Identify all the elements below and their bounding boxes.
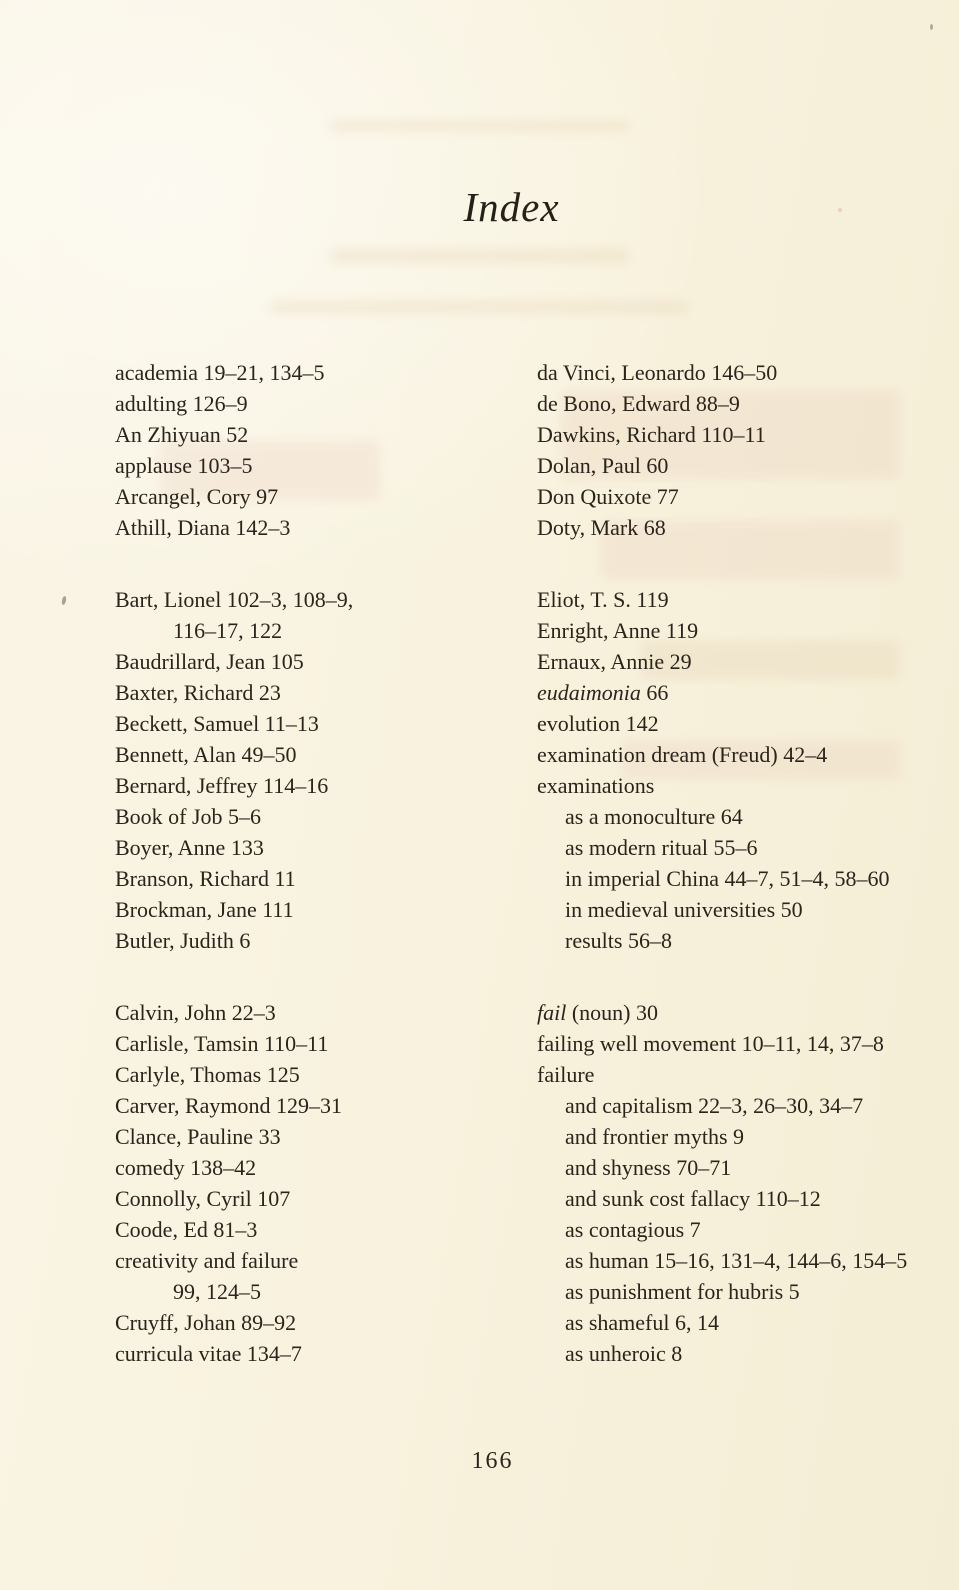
index-entry <box>115 1028 530 1059</box>
index-entry <box>537 1214 959 1245</box>
index-entry-text: Don Quixote 77 <box>537 484 679 509</box>
index-entry <box>115 1338 530 1369</box>
index-entry-text: as shameful 6, 14 <box>565 1310 719 1335</box>
index-entry-text: Athill, Diana 142–3 <box>115 515 291 540</box>
index-entry <box>537 388 959 419</box>
index-entry-text: examinations <box>537 773 655 798</box>
index-entry <box>537 770 959 801</box>
index-group <box>537 997 959 1369</box>
index-entry-text: Clance, Pauline 33 <box>115 1124 281 1149</box>
index-entry-text: comedy 138–42 <box>115 1155 257 1180</box>
index-entry <box>537 512 959 543</box>
index-entry <box>115 1090 530 1121</box>
index-entry-text: as unheroic 8 <box>565 1341 683 1366</box>
page-number: 166 <box>471 1448 514 1474</box>
index-entry <box>537 801 959 832</box>
index-entry <box>115 739 530 770</box>
index-entry <box>115 646 530 677</box>
index-entry <box>115 925 530 956</box>
index-entry-text: Butler, Judith 6 <box>115 928 251 953</box>
index-entry-text: Beckett, Samuel 11–13 <box>115 711 319 736</box>
index-entry-text: Bernard, Jeffrey 114–16 <box>115 773 329 798</box>
index-group <box>537 584 959 956</box>
index-entry-text: Baxter, Richard 23 <box>115 680 281 705</box>
show-through-ghost <box>330 120 630 132</box>
margin-speck <box>930 24 933 30</box>
index-entry-text: in imperial China 44–7, 51–4, 58–60 <box>565 866 890 891</box>
index-entry <box>537 1338 959 1369</box>
index-entry-text: Doty, Mark 68 <box>537 515 666 540</box>
index-entry-italic-term: fail <box>537 1000 567 1025</box>
index-entry <box>115 615 530 646</box>
index-entry <box>115 450 530 481</box>
index-entry <box>537 646 959 677</box>
index-column-left <box>115 357 530 1369</box>
index-entry <box>537 1276 959 1307</box>
index-entry <box>115 863 530 894</box>
index-entry <box>537 357 959 388</box>
index-entry <box>115 801 530 832</box>
index-entry-text: Eliot, T. S. 119 <box>537 587 669 612</box>
index-entry <box>115 357 530 388</box>
index-entry-text: Cruyff, Johan 89–92 <box>115 1310 297 1335</box>
index-entry <box>115 584 530 615</box>
index-entry-text: evolution 142 <box>537 711 659 736</box>
index-entry-text: applause 103–5 <box>115 453 253 478</box>
index-entry <box>537 481 959 512</box>
index-entry-text: An Zhiyuan 52 <box>115 422 249 447</box>
index-entry-text: in medieval universities 50 <box>565 897 803 922</box>
index-entry-text: Dolan, Paul 60 <box>537 453 669 478</box>
index-entry <box>115 481 530 512</box>
index-entry-text: Book of Job 5–6 <box>115 804 262 829</box>
index-entry-text: de Bono, Edward 88–9 <box>537 391 740 416</box>
index-entry <box>537 997 959 1028</box>
index-entry-text: Baudrillard, Jean 105 <box>115 649 304 674</box>
index-group <box>115 357 530 543</box>
index-entry <box>537 1028 959 1059</box>
index-entry-text: academia 19–21, 134–5 <box>115 360 325 385</box>
index-entry-text: Branson, Richard 11 <box>115 866 296 891</box>
index-entry-text: Arcangel, Cory 97 <box>115 484 279 509</box>
index-entry <box>537 739 959 770</box>
index-entry-text: Dawkins, Richard 110–11 <box>537 422 766 447</box>
index-entry-text: as contagious 7 <box>565 1217 701 1242</box>
index-entry-text: (noun) 30 <box>566 1000 658 1025</box>
index-entry <box>537 1183 959 1214</box>
index-entry <box>537 863 959 894</box>
index-entry-text: Boyer, Anne 133 <box>115 835 264 860</box>
index-entry-text: and sunk cost fallacy 110–12 <box>565 1186 821 1211</box>
index-entry <box>537 832 959 863</box>
index-entry <box>537 1059 959 1090</box>
index-entry <box>115 770 530 801</box>
index-entry <box>115 1214 530 1245</box>
index-entry <box>115 1059 530 1090</box>
index-entry <box>115 708 530 739</box>
show-through-ghost <box>270 300 690 314</box>
index-entry <box>537 894 959 925</box>
index-entry-text: Connolly, Cyril 107 <box>115 1186 291 1211</box>
index-entry <box>115 894 530 925</box>
index-entry-text: as human 15–16, 131–4, 144–6, 154–5 <box>565 1248 908 1273</box>
index-entry <box>115 512 530 543</box>
index-entry <box>537 1307 959 1338</box>
index-entry <box>115 419 530 450</box>
index-entry-text: failing well movement 10–11, 14, 37–8 <box>537 1031 884 1056</box>
index-group <box>115 584 530 956</box>
index-entry <box>537 584 959 615</box>
index-entry-text: curricula vitae 134–7 <box>115 1341 302 1366</box>
index-entry <box>115 1307 530 1338</box>
page-title: Index <box>463 184 560 230</box>
index-entry-text: and capitalism 22–3, 26–30, 34–7 <box>565 1093 864 1118</box>
index-group <box>115 997 530 1369</box>
margin-speck <box>61 596 67 606</box>
index-entry <box>115 388 530 419</box>
index-entry <box>115 1183 530 1214</box>
index-entry-text: da Vinci, Leonardo 146–50 <box>537 360 778 385</box>
index-entry-text: Bart, Lionel 102–3, 108–9, <box>115 587 354 612</box>
index-entry <box>115 1245 530 1276</box>
index-entry-text: Brockman, Jane 111 <box>115 897 294 922</box>
index-column-right <box>537 357 959 1369</box>
index-entry-text: Ernaux, Annie 29 <box>537 649 692 674</box>
index-entry <box>115 1121 530 1152</box>
index-entry-text: and frontier myths 9 <box>565 1124 745 1149</box>
index-entry-text: Carver, Raymond 129–31 <box>115 1093 343 1118</box>
index-entry-text: creativity and failure <box>115 1248 299 1273</box>
index-entry-text: as modern ritual 55–6 <box>565 835 758 860</box>
index-entry-text: Enright, Anne 119 <box>537 618 699 643</box>
index-entry-text: Calvin, John 22–3 <box>115 1000 276 1025</box>
index-entry <box>537 1152 959 1183</box>
index-entry <box>537 708 959 739</box>
index-entry-text: Carlyle, Thomas 125 <box>115 1062 300 1087</box>
index-entry <box>115 677 530 708</box>
index-entry <box>115 1152 530 1183</box>
index-group <box>537 357 959 543</box>
index-entry-text: 66 <box>640 680 669 705</box>
index-entry <box>115 1276 530 1307</box>
index-entry <box>537 925 959 956</box>
index-entry <box>537 1121 959 1152</box>
index-entry-text: adulting 126–9 <box>115 391 248 416</box>
index-entry-text: Bennett, Alan 49–50 <box>115 742 297 767</box>
index-entry <box>537 1090 959 1121</box>
index-entry <box>537 677 959 708</box>
index-entry-text: 116–17, 122 <box>173 618 283 643</box>
index-entry-italic-term: eudaimonia <box>537 680 641 705</box>
index-entry <box>115 832 530 863</box>
show-through-ghost <box>330 248 630 264</box>
index-entry-text: and shyness 70–71 <box>565 1155 732 1180</box>
index-entry-text: 99, 124–5 <box>173 1279 261 1304</box>
index-entry-text: results 56–8 <box>565 928 672 953</box>
index-entry-text: examination dream (Freud) 42–4 <box>537 742 828 767</box>
index-entry-text: Carlisle, Tamsin 110–11 <box>115 1031 329 1056</box>
index-entry <box>537 615 959 646</box>
index-entry-text: as a monoculture 64 <box>565 804 743 829</box>
index-entry-text: Coode, Ed 81–3 <box>115 1217 258 1242</box>
index-entry <box>537 419 959 450</box>
index-entry-text: as punishment for hubris 5 <box>565 1279 800 1304</box>
index-entry <box>537 450 959 481</box>
index-entry <box>115 997 530 1028</box>
index-entry <box>537 1245 959 1276</box>
index-entry-text: failure <box>537 1062 595 1087</box>
